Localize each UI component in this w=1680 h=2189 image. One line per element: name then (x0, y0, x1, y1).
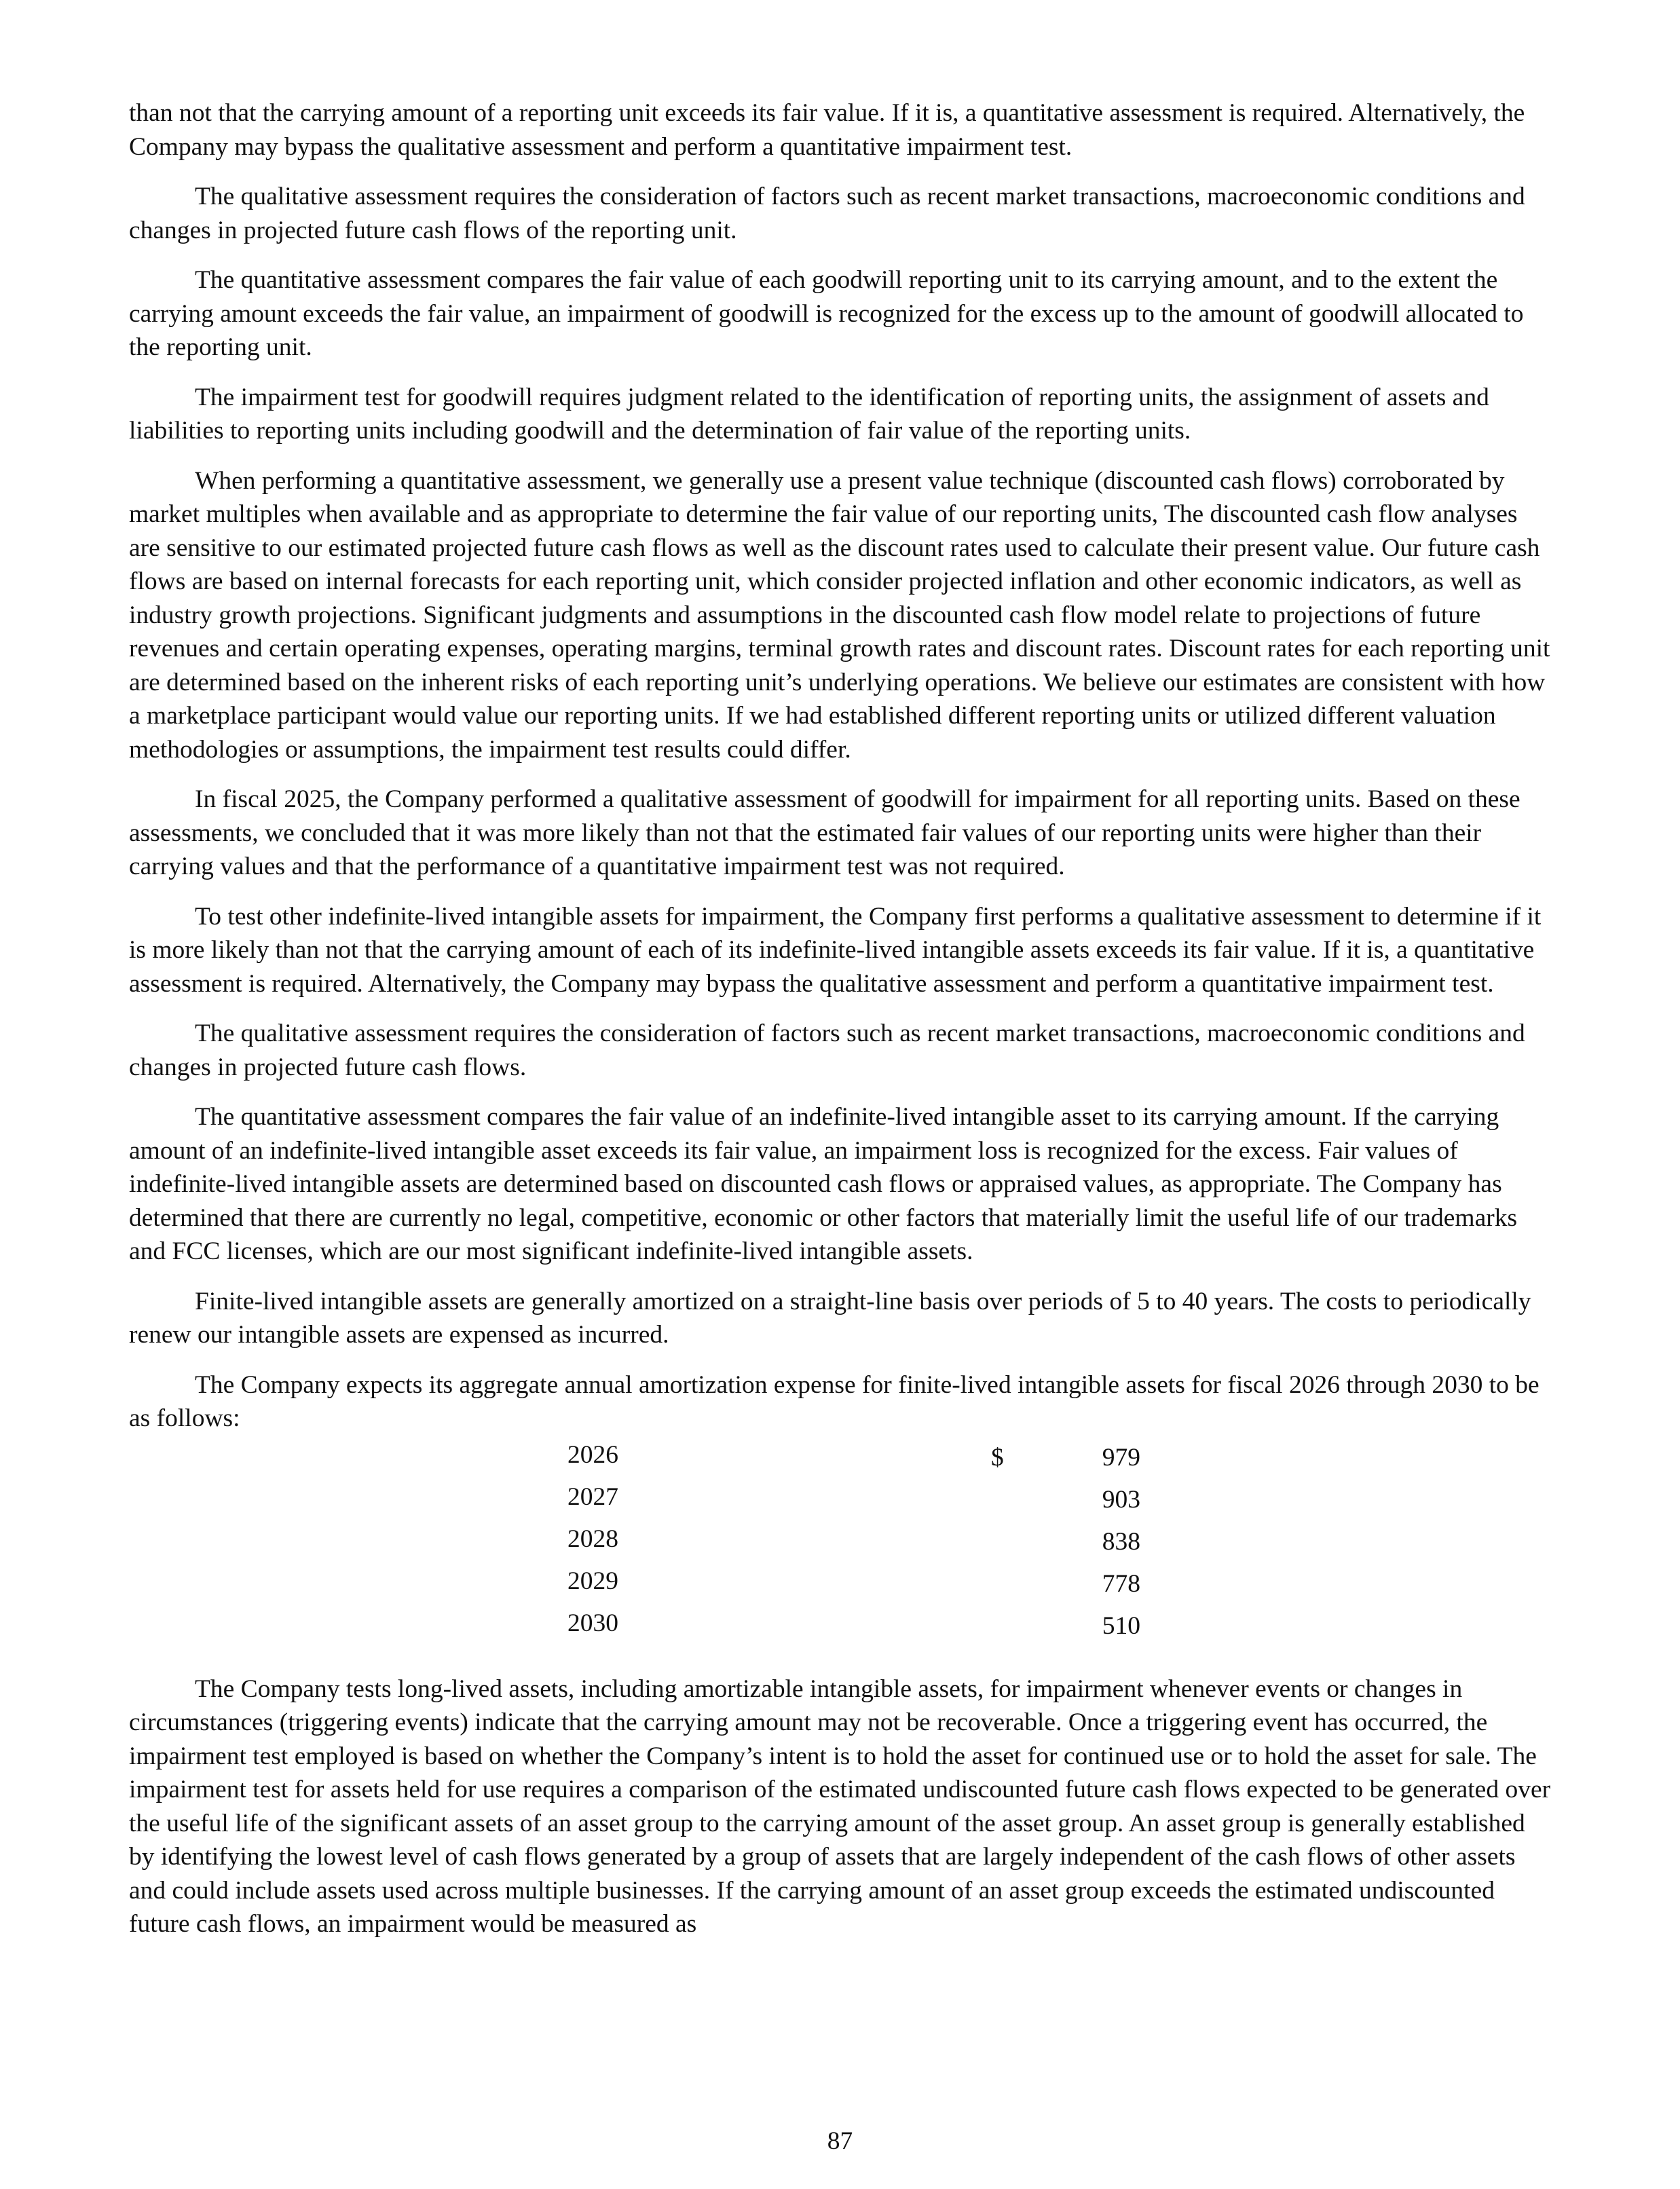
amount-cell: 979 (1102, 1443, 1140, 1472)
amount-cell: 838 (1102, 1527, 1140, 1556)
amount-cell: 510 (1102, 1611, 1140, 1640)
year-cell: 2029 (567, 1567, 618, 1595)
year-cell: 2028 (567, 1524, 618, 1553)
paragraph-qualitative-goodwill: The qualitative assessment requires the consideration of factors such as recent market transactions, macroeconomic conditions and changes in projected future cash flows of the reporting unit. (129, 183, 1525, 244)
paragraph-finite-lived: Finite-lived intangible assets are generally amortized on a straight-line basis over periods of 5 to 40 years. The costs to periodically renew our intangible assets are expensed as incurred. (129, 1287, 1531, 1349)
paragraph-present-value-technique: When performing a quantitative assessment, we generally use a present value technique (discounted cash flows) corroborated by market multiples when available and as appropriate to determine the fair value of our reporting units, The discounted cash flow analyses are sensitive to our estimated projected future cash flows as well as the discount rates used to calculate their present value. Our future cash flows are based on internal forecasts for each reporting unit, which consider projected inflation and other economic indicators, as well as industry growth projections. Significant judgments and assumptions in the discounted cash flow model relate to projections of future revenues and certain operating expenses, operating margins, terminal growth rates and discount rates. Discount rates for each reporting unit are determined based on the inherent risks of each reporting unit’s underlying operations. We believe our estimates are consistent with how a marketplace participant would value our reporting units. If we had established different reporting units or utilized different valuation methodologies or assumptions, the impairment test results could differ. (129, 466, 1550, 764)
paragraph-long-lived-assets: The Company tests long-lived assets, including amortizable intangible assets, for impairment whenever events or changes in circumstances (triggering events) indicate that the carrying amount may not be recoverable. Once a triggering event has occurred, the impairment test employed is based on whether the Company’s intent is to hold the asset for continued use or to hold the asset for sale. The impairment test for assets held for use requires a comparison of the estimated undiscounted future cash flows expected to be generated over the useful life of the significant assets of an asset group to the carrying amount of the asset group. An asset group is generally established by identifying the lowest level of cash flows generated by a group of assets that are largely independent of the cash flows of other assets and could include assets used across multiple businesses. If the carrying amount of an asset group exceeds the estimated undiscounted future cash flows, an impairment would be measured as (129, 1675, 1551, 1938)
table-row (129, 1480, 1554, 1522)
amount-cell: 903 (1102, 1485, 1140, 1514)
paragraph-quantitative-goodwill: The quantitative assessment compares the fair value of each goodwill reporting unit to its carrying amount, and to the extent the carrying amount exceeds the fair value, an impairment of goodwill is recognized for the excess up to the amount of goodwill allocated to the reporting unit. (129, 266, 1524, 361)
paragraph-amortization-intro: The Company expects its aggregate annual amortization expense for finite-lived intangible assets for fiscal 2026 through 2030 to be as follows: (129, 1370, 1539, 1432)
paragraph-quantitative-indefinite: The quantitative assessment compares the fair value of an indefinite-lived intangible asset to its carrying amount. If the carrying amount of an indefinite-lived intangible asset exceeds its fair value, an impairment loss is recognized for the excess. Fair values of indefinite-lived intangible assets are determined based on discounted cash flows or appraised values, as appropriate. The Company has determined that there are currently no legal, competitive, economic or other factors that materially limit the useful life of our trademarks and FCC licenses, which are our most significant indefinite-lived intangible assets. (129, 1103, 1518, 1265)
paragraph-impairment-judgment: The impairment test for goodwill requires judgment related to the identification of reporting units, the assignment of assets and liabilities to reporting units including goodwill and the determination of fair value of the reporting units. (129, 383, 1489, 445)
year-cell: 2030 (567, 1609, 618, 1637)
table-row (129, 1438, 1554, 1480)
document-page (129, 96, 1554, 1958)
paragraph-indefinite-lived-test: To test other indefinite-lived intangible assets for impairment, the Company first performs a qualitative assessment to determine if it is more likely than not that the carrying amount of each of its indefinite-lived intangible assets exceeds its fair value. If it is, a quantitative assessment is required. Alternatively, the Company may bypass the qualitative assessment and perform a quantitative impairment test. (129, 902, 1542, 998)
currency-symbol: $ (991, 1443, 1004, 1472)
page-number: 87 (827, 2127, 853, 2155)
amortization-table (129, 1438, 1554, 1645)
paragraph-qualitative-indefinite: The qualitative assessment requires the consideration of factors such as recent market transactions, macroeconomic conditions and changes in projected future cash flows. (129, 1019, 1525, 1081)
year-cell: 2027 (567, 1482, 618, 1511)
year-cell: 2026 (567, 1440, 618, 1469)
paragraph-continuation: than not that the carrying amount of a reporting unit exceeds its fair value. If it is, a quantitative assessment is required. Alternatively, the Company may bypass the qualitative assessment and perform a quantitative impairment test. (129, 99, 1525, 161)
table-row (129, 1565, 1554, 1607)
amount-cell: 778 (1102, 1569, 1140, 1598)
table-row (129, 1607, 1554, 1649)
table-row (129, 1522, 1554, 1565)
paragraph-fiscal-2025: In fiscal 2025, the Company performed a qualitative assessment of goodwill for impairment for all reporting units. Based on these assessments, we concluded that it was more likely than not that the estimated fair values of our reporting units were higher than their carrying values and that the performance of a quantitative impairment test was not required. (129, 785, 1520, 880)
